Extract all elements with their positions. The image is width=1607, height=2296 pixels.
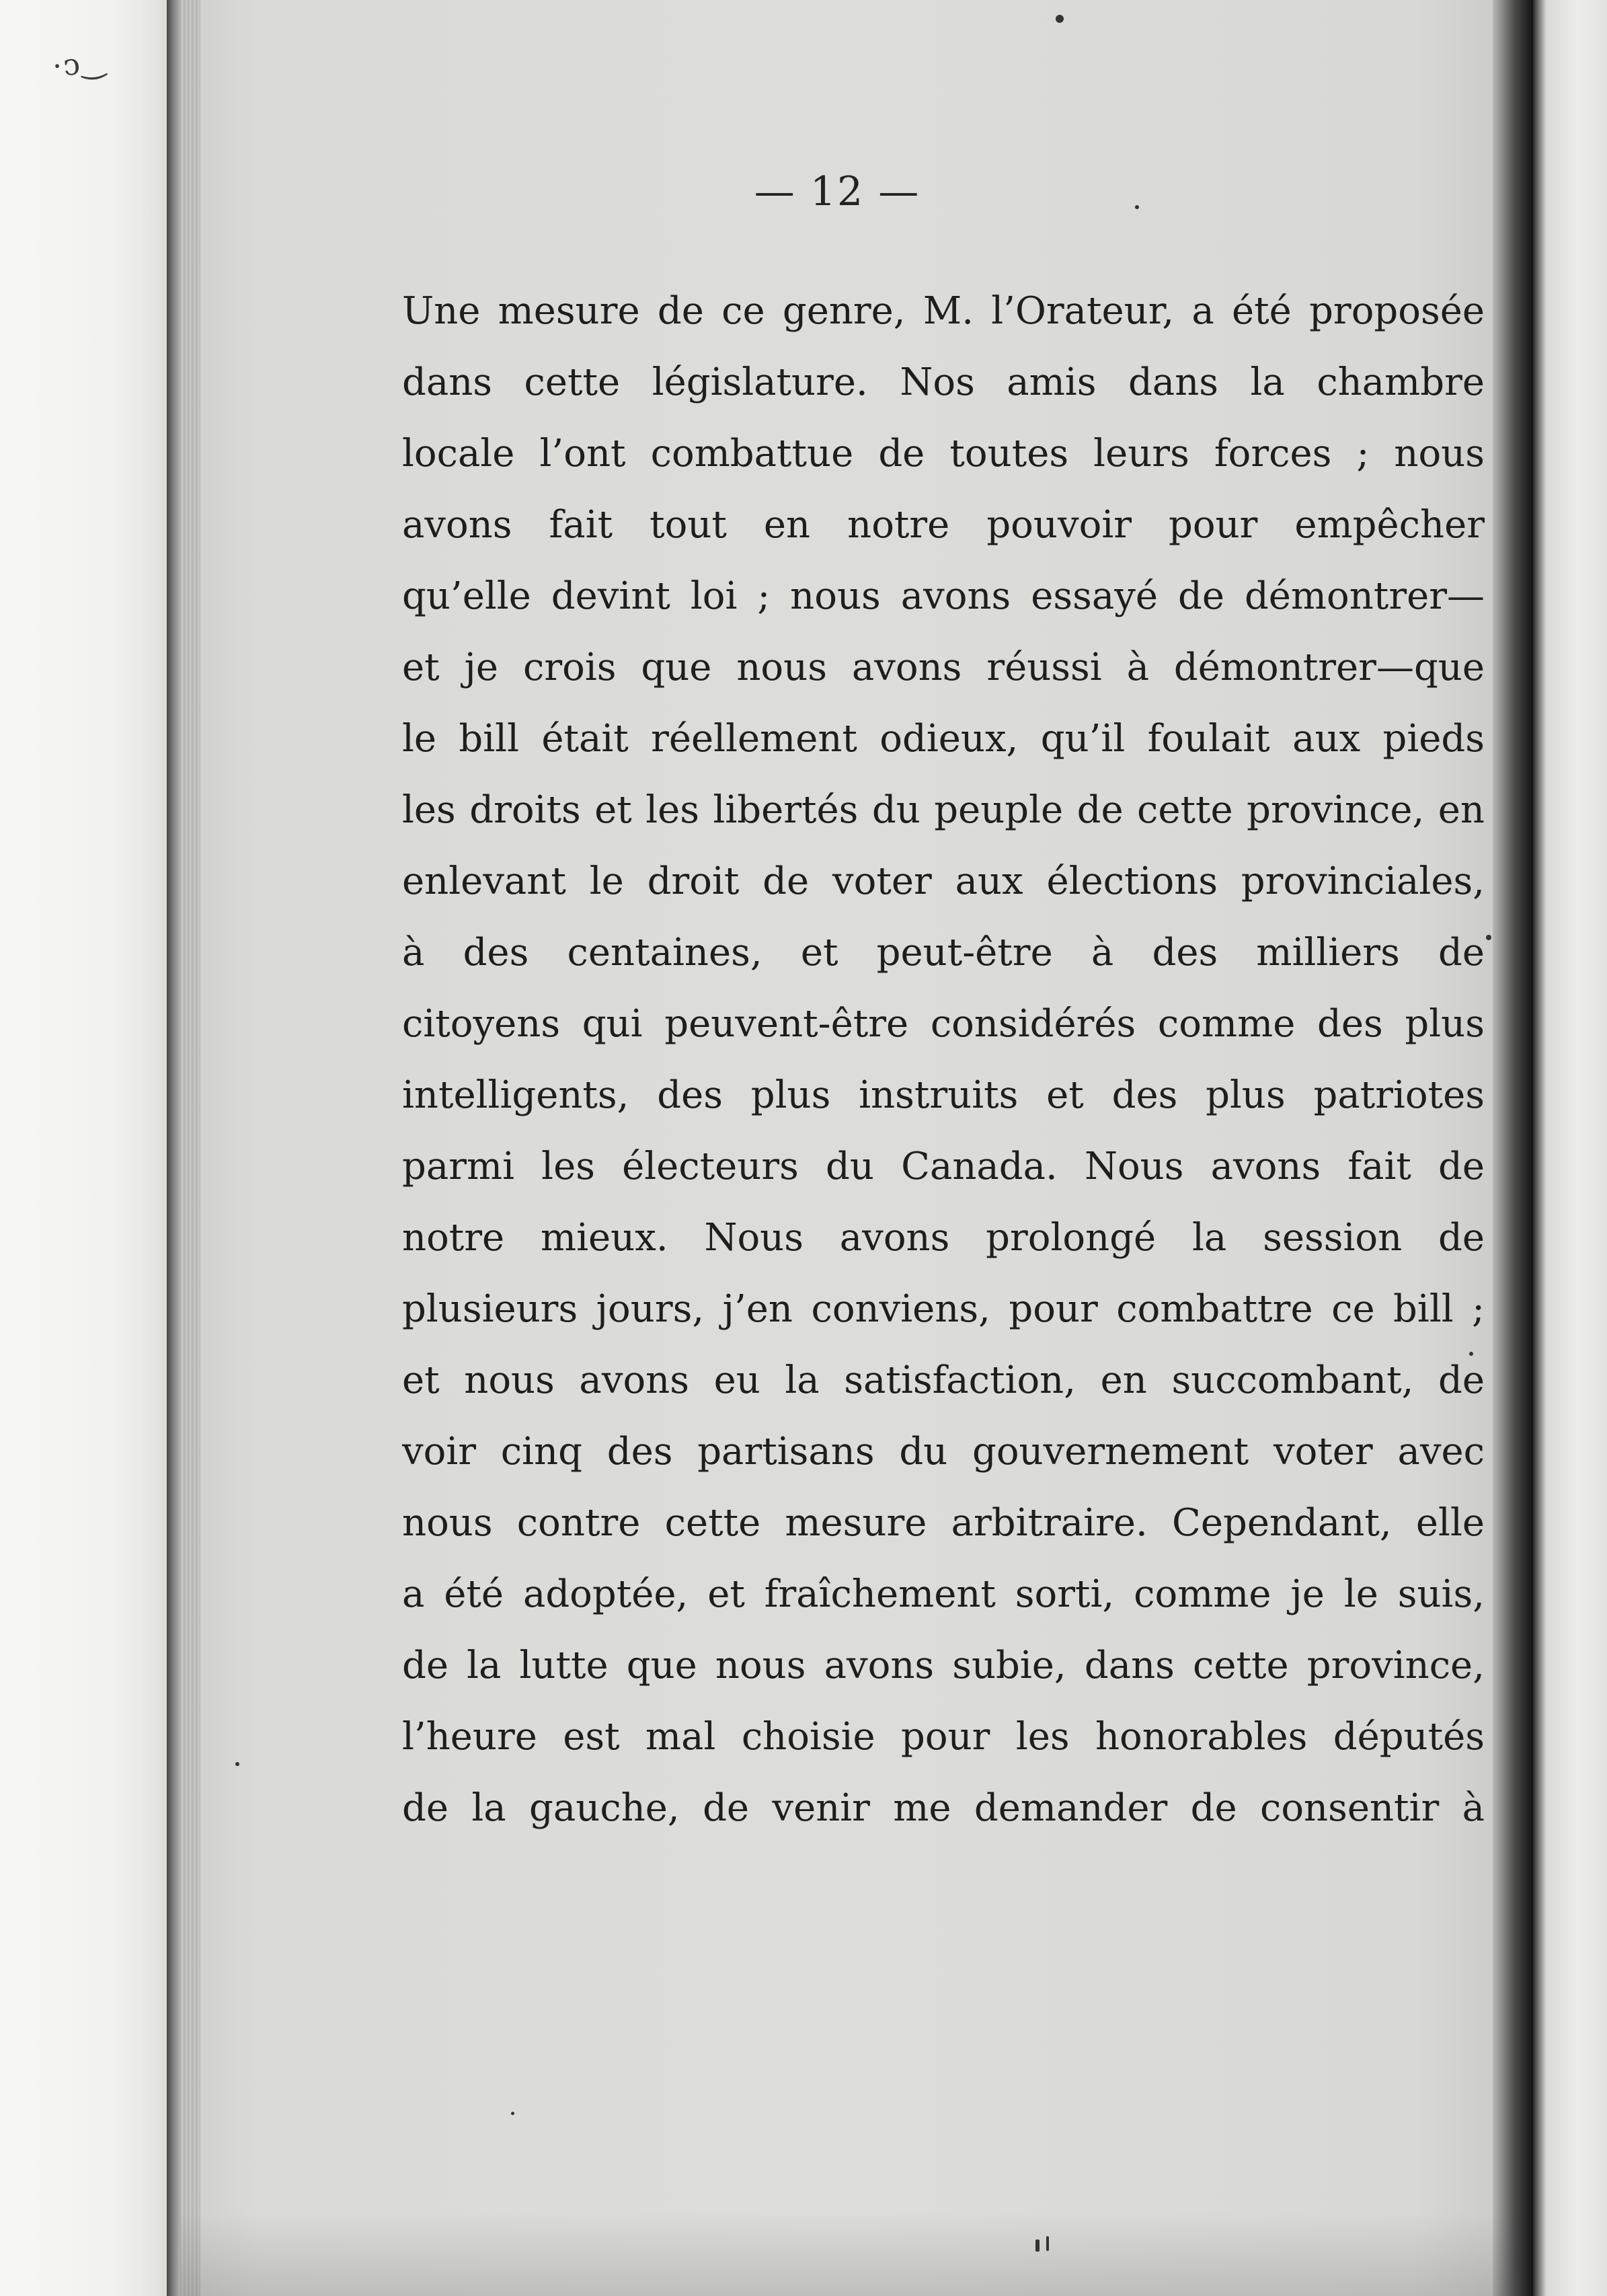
text-line: de la lutte que nous avons subie, dans cette province, — [402, 1644, 1485, 1687]
text-line: a été adoptée, et fraîchement sorti, comme je le suis, — [402, 1572, 1485, 1616]
margin-edge — [167, 0, 182, 2296]
text-line: Une mesure de ce genre, M. l’Orateur, a été proposée — [402, 289, 1485, 333]
text-line: et je crois que nous avons réussi à démontrer—que — [402, 646, 1485, 689]
text-line: l’heure est mal choisie pour les honorables députés — [402, 1715, 1485, 1759]
text-line: et nous avons eu la satisfaction, en succombant, de — [402, 1359, 1485, 1402]
scan-speck — [1469, 1352, 1473, 1356]
page-stack-edge — [180, 0, 200, 2296]
text-line: de la gauche, de venir me demander de consentir à — [402, 1786, 1485, 1830]
text-line: avons fait tout en notre pouvoir pour empêcher — [402, 503, 1485, 547]
text-line: dans cette législature. Nos amis dans la chambre — [402, 360, 1485, 404]
scan-speck — [1046, 2236, 1049, 2251]
text-line: locale l’ont combattue de toutes leurs forces ; nous — [402, 432, 1485, 475]
gutter-shadow — [1493, 0, 1533, 2296]
text-line: parmi les électeurs du Canada. Nous avons fait de — [402, 1145, 1485, 1188]
margin-mark: ·ↄ‿ — [50, 44, 108, 85]
scan-speck — [1035, 2240, 1040, 2252]
left-margin — [0, 0, 180, 2296]
scan-speck — [235, 1762, 239, 1766]
text-line: les droits et les libertés du peuple de cette province, en — [402, 788, 1485, 832]
text-line: notre mieux. Nous avons prolongé la session de — [402, 1216, 1485, 1260]
text-line: intelligents, des plus instruits et des plus patriotes — [402, 1073, 1485, 1117]
text-line: citoyens qui peuvent-être considérés comme des plus — [402, 1002, 1485, 1046]
text-line: à des centaines, et peut-être à des milliers de — [402, 931, 1485, 974]
text-line: plusieurs jours, j’en conviens, pour combattre ce bill ; — [402, 1287, 1485, 1331]
bottom-fade — [180, 2213, 1520, 2296]
text-line: voir cinq des partisans du gouvernement voter avec — [402, 1430, 1485, 1474]
text-line: qu’elle devint loi ; nous avons essayé de démontrer— — [402, 574, 1485, 618]
scan-speck — [1135, 205, 1139, 209]
scan-speck — [1056, 15, 1064, 23]
adjacent-page-strip — [1533, 0, 1607, 2296]
page-number: — 12 — — [754, 168, 920, 215]
text-line: le bill était réellement odieux, qu’il foulait aux pieds — [402, 717, 1485, 761]
scan-speck — [511, 2112, 514, 2115]
body-text — [402, 276, 1485, 1844]
text-line: nous contre cette mesure arbitraire. Cependant, elle — [402, 1501, 1485, 1545]
scan-speck — [1486, 935, 1491, 940]
text-line: enlevant le droit de voter aux élections provinciales, — [402, 859, 1485, 903]
